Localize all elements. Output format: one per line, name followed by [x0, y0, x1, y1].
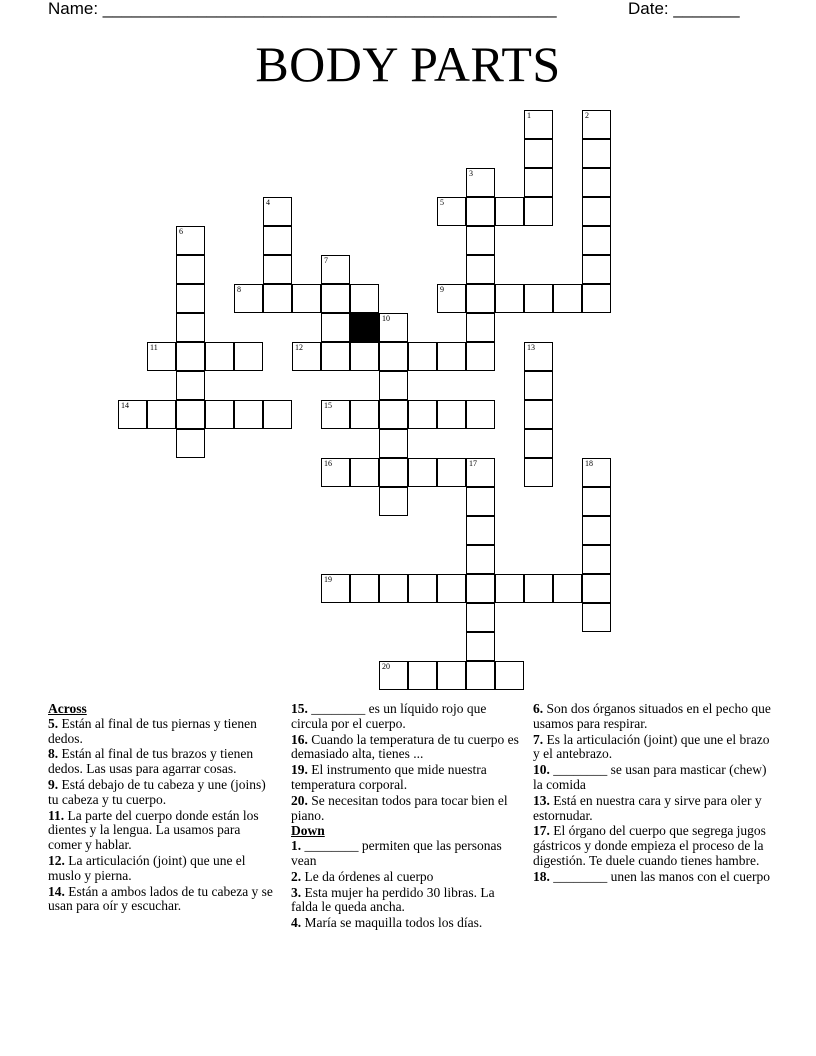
clue-number: 13: [527, 343, 535, 352]
grid-cell[interactable]: [379, 313, 408, 342]
grid-cell[interactable]: [379, 342, 408, 371]
clue-number: 2: [585, 111, 589, 120]
clue-item-number: 1.: [291, 838, 302, 854]
grid-cell[interactable]: [437, 400, 466, 429]
clue-item-number: 9.: [48, 776, 59, 792]
clue-number: 6: [179, 227, 183, 236]
grid-cell[interactable]: [582, 458, 611, 487]
clue-item-text: Está en nuestra cara y sirve para oler y estornudar.: [533, 792, 762, 823]
grid-cell[interactable]: [466, 255, 495, 284]
grid-cell[interactable]: [176, 255, 205, 284]
clue-item: [48, 778, 276, 808]
clue-item: [291, 916, 523, 931]
grid-cell[interactable]: [582, 284, 611, 313]
clue-item: [291, 794, 523, 824]
clue-item-number: 15.: [291, 701, 308, 716]
clue-item: [291, 886, 523, 916]
grid-cell[interactable]: [524, 168, 553, 197]
grid-cell[interactable]: [350, 342, 379, 371]
grid-cell[interactable]: [466, 661, 495, 690]
grid-cell[interactable]: [176, 429, 205, 458]
grid-cell[interactable]: [582, 226, 611, 255]
grid-cell[interactable]: [524, 342, 553, 371]
clue-item-number: 18.: [533, 868, 550, 884]
grid-cell[interactable]: [466, 458, 495, 487]
grid-cell[interactable]: [176, 342, 205, 371]
grid-cell[interactable]: [582, 139, 611, 168]
grid-cell[interactable]: [176, 226, 205, 255]
grid-cell[interactable]: [437, 458, 466, 487]
grid-cell[interactable]: [466, 487, 495, 516]
clue-item-text: ________ unen las manos con el cuerpo: [549, 868, 770, 884]
clue-number: 11: [150, 343, 158, 352]
clue-number: 9: [440, 285, 444, 294]
grid-cell[interactable]: [205, 342, 234, 371]
grid-cell[interactable]: [205, 400, 234, 429]
grid-cell[interactable]: [524, 574, 553, 603]
grid-cell[interactable]: [582, 516, 611, 545]
clue-item-text: Es la articulación (joint) que une el brazo y el antebrazo.: [533, 731, 770, 762]
clue-item-number: 4.: [291, 915, 302, 931]
grid-cell[interactable]: [292, 284, 321, 313]
down-heading: Down: [291, 823, 325, 839]
grid-cell[interactable]: [379, 574, 408, 603]
grid-cell[interactable]: [147, 400, 176, 429]
clue-item: [48, 885, 276, 915]
grid-cell[interactable]: [524, 139, 553, 168]
clue-item: [533, 763, 773, 793]
clue-item-number: 20.: [291, 792, 308, 808]
clue-item-number: 13.: [533, 792, 550, 808]
clue-item-text: El órgano del cuerpo que segrega jugos gástricos y donde empieza el proceso de la digestión. Te duele cuando tienes hambre.: [533, 823, 766, 868]
clue-item-text: Esta mujer ha perdido 30 libras. La falda le queda ancha.: [291, 884, 495, 915]
grid-cell[interactable]: [582, 603, 611, 632]
clue-number: 10: [382, 314, 390, 323]
across-heading: Across: [48, 701, 87, 716]
page-title: BODY PARTS: [255, 36, 561, 92]
clue-number: 18: [585, 459, 593, 468]
clue-item: [533, 733, 773, 763]
grid-cell[interactable]: [582, 197, 611, 226]
grid-cell[interactable]: [524, 429, 553, 458]
grid-cell[interactable]: [466, 313, 495, 342]
clue-item: [533, 870, 773, 885]
clue-number: 19: [324, 575, 332, 584]
black-cell: [350, 313, 379, 342]
grid-cell[interactable]: [379, 458, 408, 487]
grid-cell[interactable]: [379, 429, 408, 458]
grid-cell[interactable]: [350, 284, 379, 313]
clue-item: [533, 702, 773, 732]
grid-cell[interactable]: [437, 284, 466, 313]
grid-cell[interactable]: [176, 313, 205, 342]
grid-cell[interactable]: [321, 458, 350, 487]
clue-item-text: ________ se usan para masticar (chew) la comida: [533, 762, 767, 792]
clue-item: [533, 794, 773, 824]
grid-cell[interactable]: [466, 516, 495, 545]
grid-cell[interactable]: [321, 313, 350, 342]
clue-item-text: El instrumento que mide nuestra temperatura corporal.: [291, 762, 487, 792]
grid-cell[interactable]: [466, 400, 495, 429]
clue-item-number: 3.: [291, 884, 302, 900]
grid-cell[interactable]: [321, 284, 350, 313]
clue-item-number: 10.: [533, 762, 550, 778]
grid-cell[interactable]: [263, 255, 292, 284]
clue-item-text: Son dos órganos situados en el pecho que usamos para respirar.: [533, 701, 771, 731]
grid-cell[interactable]: [466, 284, 495, 313]
grid-cell[interactable]: [524, 284, 553, 313]
clue-item-number: 11.: [48, 807, 65, 823]
grid-cell[interactable]: [408, 342, 437, 371]
clue-item: [291, 839, 523, 869]
grid-cell[interactable]: [466, 545, 495, 574]
grid-cell[interactable]: [582, 168, 611, 197]
clue-item-text: Cuando la temperatura de tu cuerpo es demasiado alta, tienes ...: [291, 731, 519, 762]
clue-item-number: 16.: [291, 731, 308, 747]
clue-item-text: Está debajo de tu cabeza y une (joins) tu cabeza y tu cuerpo.: [48, 776, 266, 807]
grid-cell[interactable]: [437, 342, 466, 371]
grid-cell[interactable]: [379, 661, 408, 690]
grid-cell[interactable]: [263, 284, 292, 313]
clue-number: 17: [469, 459, 477, 468]
clue-item-text: Están al final de tus piernas y tienen dedos.: [48, 715, 257, 746]
clue-number: 5: [440, 198, 444, 207]
grid-cell[interactable]: [524, 458, 553, 487]
grid-cell[interactable]: [466, 226, 495, 255]
grid-cell[interactable]: [582, 574, 611, 603]
grid-cell[interactable]: [495, 197, 524, 226]
grid-cell[interactable]: [379, 371, 408, 400]
name-field[interactable]: Name: ________________________________________________: [48, 0, 557, 18]
clue-item-number: 5.: [48, 715, 59, 731]
grid-cell[interactable]: [379, 487, 408, 516]
clue-number: 3: [469, 169, 473, 178]
clue-item: [48, 809, 276, 853]
clue-item-number: 6.: [533, 701, 544, 716]
grid-cell[interactable]: [118, 400, 147, 429]
grid-cell[interactable]: [234, 284, 263, 313]
grid-cell[interactable]: [263, 400, 292, 429]
grid-cell[interactable]: [495, 284, 524, 313]
grid-cell[interactable]: [321, 400, 350, 429]
grid-cell[interactable]: [176, 371, 205, 400]
grid-cell[interactable]: [495, 574, 524, 603]
grid-cell[interactable]: [437, 661, 466, 690]
clue-item-number: 8.: [48, 746, 59, 762]
clue-item-number: 12.: [48, 852, 65, 868]
clue-item-number: 7.: [533, 731, 544, 747]
clue-item-text: ________ es un líquido rojo que circula por el cuerpo.: [291, 701, 487, 731]
grid-cell[interactable]: [466, 197, 495, 226]
clue-item-number: 19.: [291, 762, 308, 778]
clue-item: [533, 824, 773, 868]
clue-number: 12: [295, 343, 303, 352]
clue-number: 1: [527, 111, 531, 120]
grid-cell[interactable]: [408, 574, 437, 603]
grid-cell[interactable]: [321, 255, 350, 284]
grid-cell[interactable]: [408, 458, 437, 487]
grid-cell[interactable]: [234, 400, 263, 429]
grid-cell[interactable]: [176, 284, 205, 313]
grid-cell[interactable]: [524, 400, 553, 429]
grid-cell[interactable]: [176, 400, 205, 429]
grid-cell[interactable]: [263, 226, 292, 255]
clue-number: 14: [121, 401, 129, 410]
clue-number: 4: [266, 198, 270, 207]
clue-item: [48, 747, 276, 777]
clue-item: [291, 702, 523, 732]
clue-number: 7: [324, 256, 328, 265]
clue-item: [291, 733, 523, 763]
grid-cell[interactable]: [553, 284, 582, 313]
grid-cell[interactable]: [321, 342, 350, 371]
grid-cell[interactable]: [582, 545, 611, 574]
clues-column-3: [533, 702, 773, 886]
grid-cell[interactable]: [582, 487, 611, 516]
grid-cell[interactable]: [524, 197, 553, 226]
clue-number: 15: [324, 401, 332, 410]
grid-cell[interactable]: [466, 574, 495, 603]
grid-cell[interactable]: [147, 342, 176, 371]
clue-item-text: Le da órdenes al cuerpo: [301, 868, 434, 884]
grid-cell[interactable]: [524, 110, 553, 139]
grid-cell[interactable]: [408, 661, 437, 690]
clue-item-text: Están al final de tus brazos y tienen dedos. Las usas para agarrar cosas.: [48, 746, 254, 777]
grid-cell[interactable]: [234, 342, 263, 371]
clue-item-text: La parte del cuerpo donde están los dientes y la lengua. La usamos para comer y hablar.: [48, 807, 259, 853]
grid-cell[interactable]: [292, 342, 321, 371]
clue-item-text: Se necesitan todos para tocar bien el piano.: [291, 792, 508, 823]
grid-cell[interactable]: [524, 371, 553, 400]
grid-cell[interactable]: [466, 632, 495, 661]
clue-item: [291, 763, 523, 793]
clue-number: 8: [237, 285, 241, 294]
grid-cell[interactable]: [321, 574, 350, 603]
clue-item-text: María se maquilla todos los días.: [301, 915, 483, 931]
grid-cell[interactable]: [350, 400, 379, 429]
grid-cell[interactable]: [466, 603, 495, 632]
clues-column-2: [291, 702, 523, 932]
grid-cell[interactable]: [350, 574, 379, 603]
clue-item: [48, 854, 276, 884]
grid-cell[interactable]: [437, 574, 466, 603]
grid-cell[interactable]: [553, 574, 582, 603]
grid-cell[interactable]: [466, 342, 495, 371]
grid-cell[interactable]: [466, 168, 495, 197]
grid-cell[interactable]: [495, 661, 524, 690]
clue-item: [291, 870, 523, 885]
grid-cell[interactable]: [263, 197, 292, 226]
clue-item-text: La articulación (joint) que une el muslo y pierna.: [48, 852, 246, 883]
date-field[interactable]: Date: _______: [628, 0, 740, 18]
clue-number: 20: [382, 662, 390, 671]
clue-number: 16: [324, 459, 332, 468]
grid-cell[interactable]: [582, 110, 611, 139]
clue-item-number: 17.: [533, 823, 550, 839]
clue-item-text: Están a ambos lados de tu cabeza y se usan para oír y escuchar.: [48, 883, 273, 914]
grid-cell[interactable]: [408, 400, 437, 429]
clue-item-text: ________ permiten que las personas vean: [291, 838, 502, 868]
grid-cell[interactable]: [582, 255, 611, 284]
grid-cell[interactable]: [350, 458, 379, 487]
grid-cell[interactable]: [379, 400, 408, 429]
clue-item-number: 14.: [48, 883, 65, 899]
clues-column-1: [48, 702, 276, 915]
grid-cell[interactable]: [437, 197, 466, 226]
clue-item: [48, 717, 276, 747]
clue-item-number: 2.: [291, 868, 302, 884]
